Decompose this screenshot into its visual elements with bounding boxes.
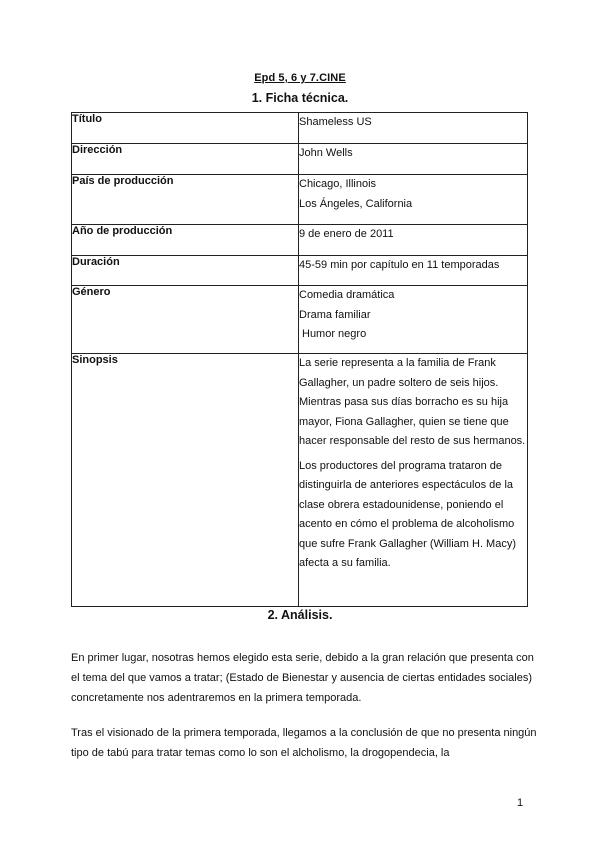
table-row — [72, 286, 528, 354]
table-row — [72, 256, 528, 286]
table-row — [72, 175, 528, 225]
row-value — [299, 256, 528, 286]
sinopsis-paragraph: Los productores del programa trataron de distinguirla de anteriores espectáculos de la clase obrera estadounidense, poniendo el acento en cómo el problema de alcoholismo que sufre Frank Gallagher (William H. Macy) afecta a su familia. — [299, 459, 517, 569]
table-row — [72, 354, 528, 607]
page-number: 1 — [517, 797, 524, 809]
value-line: Drama familiar — [299, 308, 371, 321]
row-value — [299, 225, 528, 256]
value-line: 9 de enero de 2011 — [299, 228, 394, 240]
row-value — [299, 113, 528, 144]
row-label: País de producción — [72, 175, 299, 225]
value-line: Humor negro — [302, 328, 367, 340]
value-line: Los Ángeles, California — [299, 197, 413, 210]
row-label: Duración — [72, 256, 299, 286]
row-label: Dirección — [72, 144, 299, 175]
value-line: Chicago, Illinois — [299, 178, 377, 190]
ficha-tecnica-table — [71, 112, 528, 607]
body-paragraph: En primer lugar, nosotras hemos elegido esta serie, debido a la gran relación que presenta con el tema del que vamos a tratar; (Estado de Bienestar y ausencia de ciertas entidades sociales) concretamente nos adentraremos en la primera temporada. — [71, 652, 534, 704]
value-line: 45-59 min por capítulo en 11 temporadas — [299, 259, 500, 271]
document-title: Epd 5, 6 y 7.CINE — [254, 72, 346, 84]
table-row — [72, 113, 528, 144]
table-row — [72, 144, 528, 175]
sinopsis-value — [299, 354, 528, 607]
value-line: John Wells — [299, 147, 353, 159]
row-value — [299, 175, 528, 225]
table-row — [72, 225, 528, 256]
row-label: Género — [72, 286, 299, 354]
body-paragraph: Tras el visionado de la primera temporada, llegamos a la conclusión de que no presenta ningún tipo de tabú para tratar temas como lo son el alcholismo, la drogopendecia, la — [71, 727, 537, 759]
row-label: Título — [72, 113, 299, 144]
row-value — [299, 286, 528, 354]
row-value — [299, 144, 528, 175]
section-heading-analisis: 2. Análisis. — [267, 608, 333, 622]
value-line: Shameless US — [299, 116, 372, 128]
row-label: Sinopsis — [72, 354, 299, 607]
value-line: Comedia dramática — [299, 289, 395, 301]
row-label: Año de producción — [72, 225, 299, 256]
sinopsis-paragraph: La serie representa a la familia de Frank Gallagher, un padre soltero de seis hijos. Mientras pasa sus días borracho es su hija mayor, Fiona Gallagher, quien se tiene que hacer responsable del resto de sus hermanos. — [299, 357, 526, 447]
section-heading-ficha: 1. Ficha técnica. — [251, 91, 349, 105]
